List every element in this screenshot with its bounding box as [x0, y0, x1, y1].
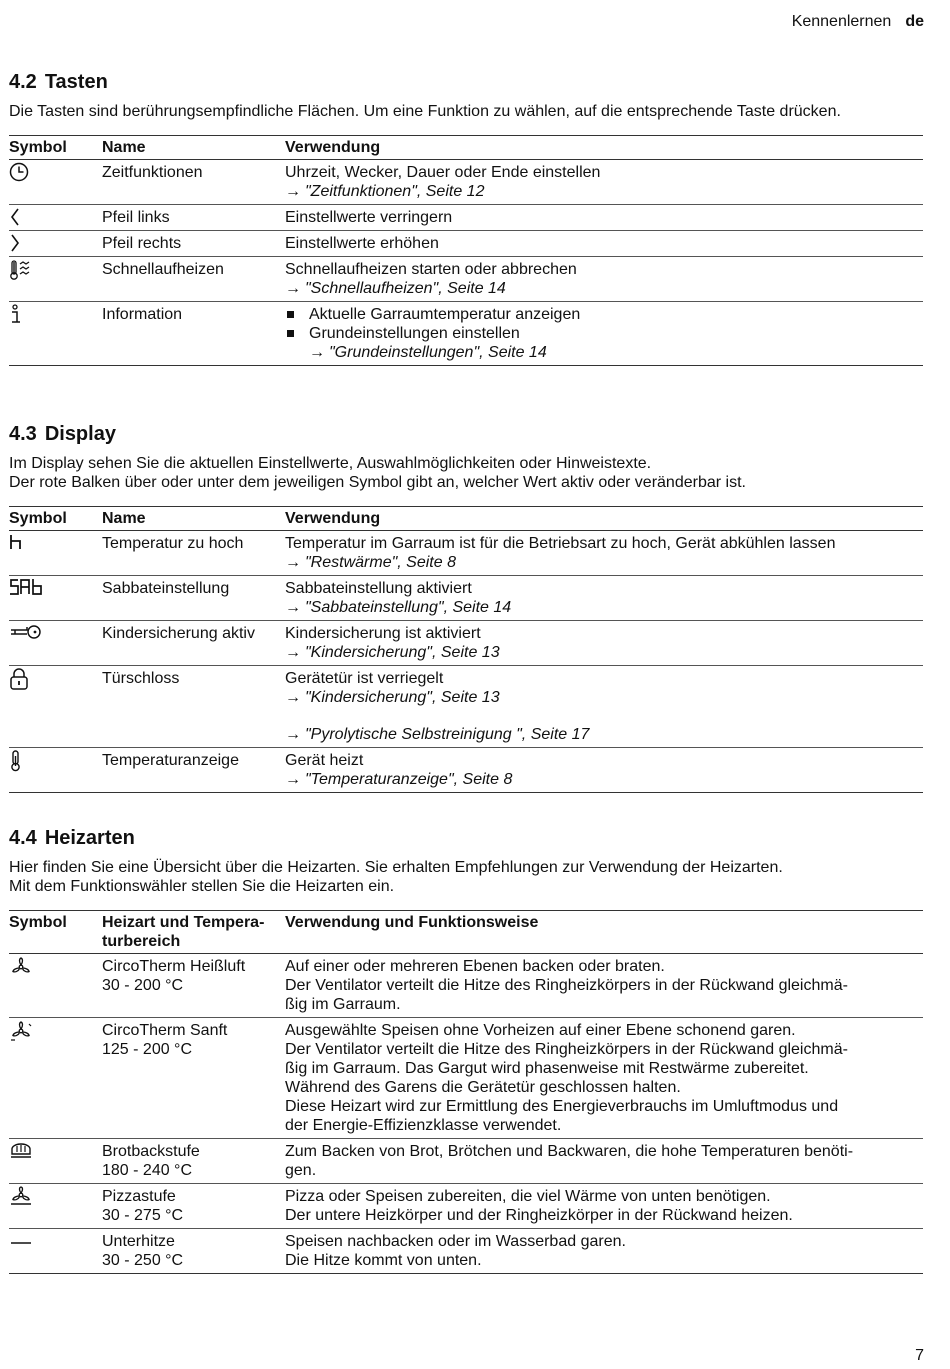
usage-line: Pizza oder Speisen zubereiten, die viel Wärme von unten benötigen. — [285, 1188, 771, 1205]
table-row — [9, 257, 923, 302]
section-intro — [9, 454, 923, 492]
row-name — [102, 1229, 285, 1274]
row-usage: Einstellwerte erhöhen — [285, 231, 923, 257]
usage-line: ßig im Garraum. Das Gargut wird phasenweise mit Restwärme zubereitet. — [285, 1060, 809, 1077]
usage-line: Der Ventilator verteilt die Hitze des Ringheizkörpers in der Rückwand gleichmä- — [285, 977, 848, 994]
table-row — [9, 302, 923, 366]
row-usage — [285, 1184, 923, 1229]
cross-reference-link[interactable]: → "Kindersicherung", Seite 13 — [285, 644, 500, 661]
usage-line: ßig im Garraum. — [285, 996, 401, 1013]
col-header-usage: Verwendung und Funktionsweise — [285, 911, 923, 954]
row-name: Schnellaufheizen — [102, 257, 285, 302]
usage-line: Speisen nachbacken oder im Wasserbad garen. — [285, 1233, 626, 1250]
arrow-right-icon — [9, 231, 102, 257]
temperature-range: 30 - 200 °C — [102, 977, 184, 994]
reference-text: "Pyrolytische Selbstreinigung ", Seite 17 — [305, 726, 590, 743]
usage-line: Der untere Heizkörper und der Ringheizkörper in der Rückwand heizen. — [285, 1207, 793, 1224]
lock-icon — [9, 666, 102, 748]
section-heading — [9, 422, 923, 446]
section-heading — [9, 70, 923, 94]
row-name: Pfeil links — [102, 205, 285, 231]
usage-line: Zum Backen von Brot, Brötchen und Backwaren, die hohe Temperaturen benöti- — [285, 1143, 854, 1160]
usage-text: Uhrzeit, Wecker, Dauer oder Ende einstellen — [285, 164, 601, 181]
reference-text: "Schnellaufheizen", Seite 14 — [305, 280, 506, 297]
row-usage — [285, 257, 923, 302]
col-header-symbol: Symbol — [9, 507, 102, 531]
row-name — [102, 954, 285, 1018]
section-heizarten — [9, 826, 923, 1274]
cross-reference-link[interactable]: → "Temperaturanzeige", Seite 8 — [285, 771, 513, 788]
row-usage — [285, 302, 923, 366]
display-table — [9, 506, 923, 793]
row-name: Zeitfunktionen — [102, 160, 285, 205]
cross-reference-link[interactable]: → "Schnellaufheizen", Seite 14 — [285, 280, 506, 297]
section-number: 4.2 — [9, 71, 37, 93]
col-header-name: Name — [102, 136, 285, 160]
table-header-row — [9, 136, 923, 160]
table-row — [9, 748, 923, 793]
col-header-name: Name — [102, 507, 285, 531]
usage-line: Während des Garens die Gerätetür geschlossen halten. — [285, 1079, 681, 1096]
table-row — [9, 531, 923, 576]
fan-gentle-icon — [9, 1018, 102, 1139]
key-icon — [9, 621, 102, 666]
temperature-range: 30 - 275 °C — [102, 1207, 184, 1224]
usage-line: Diese Heizart wird zur Ermittlung des Energieverbrauchs im Umluftmodus und — [285, 1098, 839, 1115]
table-header-row — [9, 507, 923, 531]
cross-reference-link[interactable]: → "Restwärme", Seite 8 — [285, 554, 456, 571]
intro-line: Mit dem Funktionswähler stellen Sie die Heizarten ein. — [9, 878, 395, 895]
page-header — [792, 12, 924, 31]
temperature-range: 125 - 200 °C — [102, 1041, 193, 1058]
row-usage — [285, 531, 923, 576]
row-name — [102, 1139, 285, 1184]
table-row — [9, 576, 923, 621]
usage-text: Schnellaufheizen starten oder abbrechen — [285, 261, 577, 278]
bottom-heat-icon — [9, 1229, 102, 1274]
cross-reference-link[interactable]: → "Zeitfunktionen", Seite 12 — [285, 183, 485, 200]
section-title: Tasten — [44, 71, 108, 93]
info-icon — [9, 302, 102, 366]
row-name: Türschloss — [102, 666, 285, 748]
usage-text: Temperatur im Garraum ist für die Betriebsart zu hoch, Gerät abkühlen lassen — [285, 535, 836, 552]
section-title: Heizarten — [44, 827, 135, 849]
reference-text: "Zeitfunktionen", Seite 12 — [305, 183, 485, 200]
tasten-table — [9, 135, 923, 366]
table-row — [9, 160, 923, 205]
intro-line: Der rote Balken über oder unter dem jeweiligen Symbol gibt an, welcher Wert aktiv oder veränderbar ist. — [9, 474, 746, 491]
section-number: 4.4 — [9, 827, 37, 849]
cross-reference-link[interactable]: → "Sabbateinstellung", Seite 14 — [285, 599, 512, 616]
col-header-symbol: Symbol — [9, 136, 102, 160]
row-usage — [285, 621, 923, 666]
usage-text: Gerätetür ist verriegelt — [285, 670, 444, 687]
col-header-symbol: Symbol — [9, 911, 102, 954]
section-intro: Die Tasten sind berührungsempfindliche Flächen. Um eine Funktion zu wählen, auf die entsprechende Taste drücken. — [9, 103, 841, 120]
arrow-left-icon — [9, 205, 102, 231]
row-name — [102, 1018, 285, 1139]
heating-type-name: CircoTherm Sanft — [102, 1022, 228, 1039]
heating-type-name: Brotbackstufe — [102, 1143, 200, 1160]
row-name — [102, 1184, 285, 1229]
cross-reference-link[interactable]: → "Pyrolytische Selbstreinigung ", Seite 17 — [285, 726, 590, 743]
row-usage — [285, 748, 923, 793]
usage-line: Der Ventilator verteilt die Hitze des Ringheizkörpers in der Rückwand gleichmä- — [285, 1041, 848, 1058]
row-name: Pfeil rechts — [102, 231, 285, 257]
reference-text: "Restwärme", Seite 8 — [305, 554, 456, 571]
table-row — [9, 954, 923, 1018]
heating-type-name: Pizzastufe — [102, 1188, 176, 1205]
reference-text: "Sabbateinstellung", Seite 14 — [305, 599, 512, 616]
reference-text: "Kindersicherung", Seite 13 — [305, 689, 500, 706]
cross-reference-link[interactable]: → "Kindersicherung", Seite 13 — [285, 689, 500, 706]
table-row — [9, 621, 923, 666]
section-intro — [9, 858, 923, 896]
table-row — [9, 1229, 923, 1274]
cross-reference-link[interactable]: → "Grundeinstellungen", Seite 14 — [309, 344, 547, 361]
heating-type-name: Unterhitze — [102, 1233, 175, 1250]
section-heading — [9, 826, 923, 850]
h-symbol-icon — [9, 531, 102, 576]
usage-text: Sabbateinstellung aktiviert — [285, 580, 472, 597]
row-usage — [285, 954, 923, 1018]
reference-text: "Kindersicherung", Seite 13 — [305, 644, 500, 661]
list-item: Grundeinstellungen einstellen — [285, 324, 923, 343]
table-row — [9, 205, 923, 231]
page-number: 7 — [915, 1347, 924, 1364]
row-usage: Einstellwerte verringern — [285, 205, 923, 231]
usage-line: Die Hitze kommt von unten. — [285, 1252, 482, 1269]
header-line: turbereich — [102, 933, 181, 950]
row-usage — [285, 1139, 923, 1184]
section-number: 4.3 — [9, 423, 37, 445]
row-usage — [285, 160, 923, 205]
table-row — [9, 1139, 923, 1184]
row-usage — [285, 666, 923, 748]
col-header-usage: Verwendung — [285, 507, 923, 531]
section-tasten — [9, 70, 923, 366]
table-row — [9, 1018, 923, 1139]
usage-line: Auf einer oder mehreren Ebenen backen oder braten. — [285, 958, 665, 975]
intro-line: Im Display sehen Sie die aktuellen Einstellwerte, Auswahlmöglichkeiten oder Hinweistexte. — [9, 455, 652, 472]
section-title: Display — [44, 423, 116, 445]
header-line: Heizart und Tempera- — [102, 914, 265, 931]
row-usage — [285, 1018, 923, 1139]
usage-text: Gerät heizt — [285, 752, 364, 769]
section-display — [9, 422, 923, 793]
bread-icon — [9, 1139, 102, 1184]
temperature-range: 180 - 240 °C — [102, 1162, 193, 1179]
row-name: Temperatur zu hoch — [102, 531, 285, 576]
thermometer-icon — [9, 748, 102, 793]
bullet-list — [285, 305, 923, 343]
col-header-usage: Verwendung — [285, 136, 923, 160]
heizarten-table — [9, 910, 923, 1274]
row-usage — [285, 1229, 923, 1274]
clock-icon — [9, 160, 102, 205]
row-name: Sabbateinstellung — [102, 576, 285, 621]
row-name: Kindersicherung aktiv — [102, 621, 285, 666]
row-usage — [285, 576, 923, 621]
heating-type-name: CircoTherm Heißluft — [102, 958, 246, 975]
table-row — [9, 231, 923, 257]
row-name: Temperaturanzeige — [102, 748, 285, 793]
row-name: Information — [102, 302, 285, 366]
pizza-icon — [9, 1184, 102, 1229]
sab-symbol-icon — [9, 576, 102, 621]
reference-text: "Grundeinstellungen", Seite 14 — [329, 344, 547, 361]
list-item: Aktuelle Garraumtemperatur anzeigen — [285, 305, 923, 324]
rapid-heat-icon — [9, 257, 102, 302]
table-row — [9, 666, 923, 748]
header-lang: de — [905, 13, 924, 30]
header-section: Kennenlernen — [791, 13, 892, 30]
fan-icon — [9, 954, 102, 1018]
intro-line: Hier finden Sie eine Übersicht über die Heizarten. Sie erhalten Empfehlungen zur Verwendung der Heizarten. — [9, 859, 783, 876]
col-header-heating-type — [102, 911, 285, 954]
usage-line: der Energie-Effizienzklasse verwendet. — [285, 1117, 562, 1134]
usage-text: Kindersicherung ist aktiviert — [285, 625, 481, 642]
usage-line: gen. — [285, 1162, 317, 1179]
usage-line: Ausgewählte Speisen ohne Vorheizen auf einer Ebene schonend garen. — [285, 1022, 796, 1039]
table-row — [9, 1184, 923, 1229]
temperature-range: 30 - 250 °C — [102, 1252, 184, 1269]
table-header-row — [9, 911, 923, 954]
reference-text: "Temperaturanzeige", Seite 8 — [305, 771, 513, 788]
